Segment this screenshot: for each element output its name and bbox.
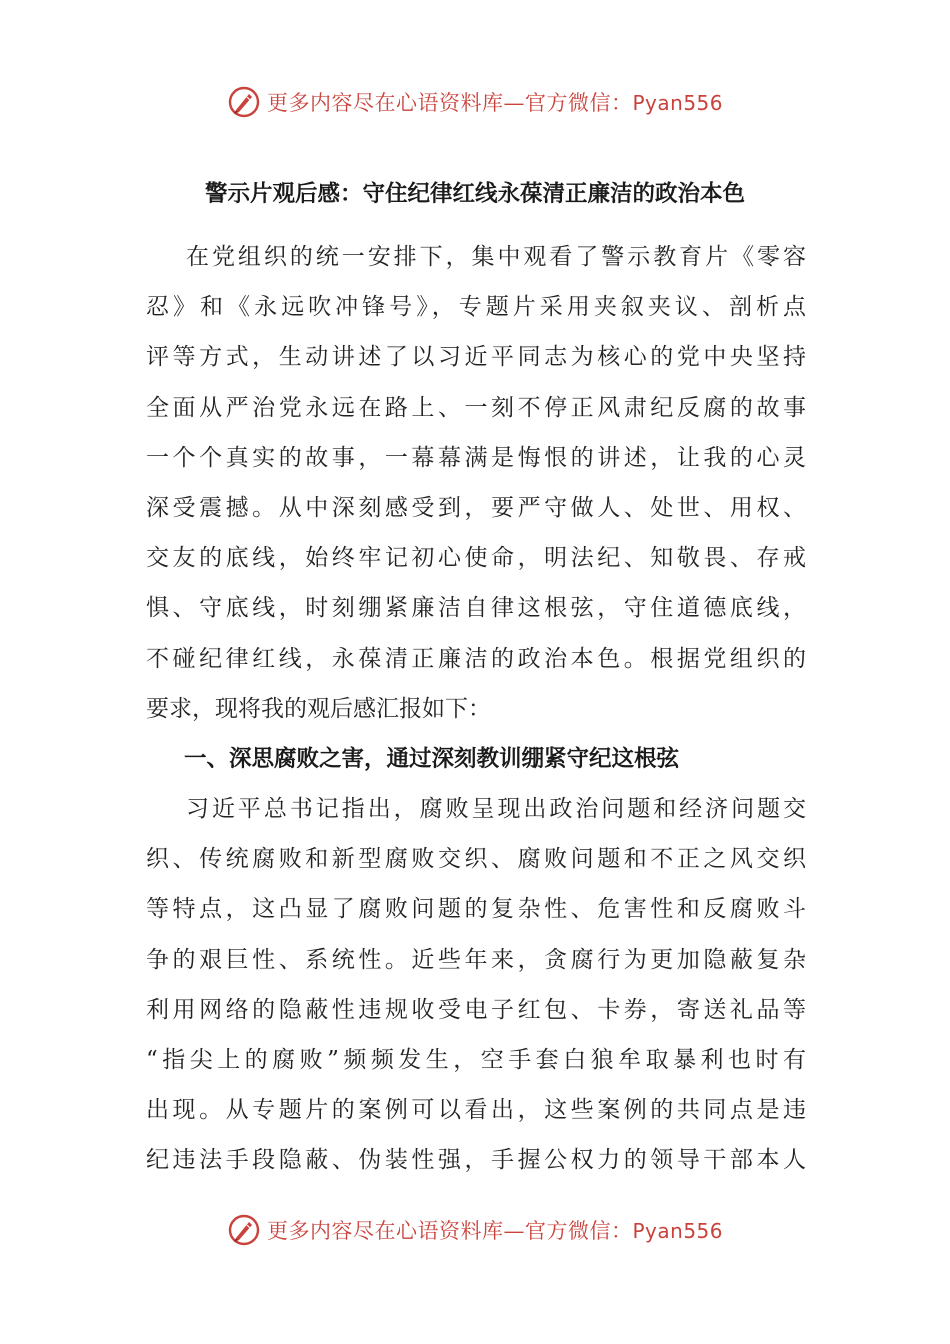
document-title: 警示片观后感：守住纪律红线永葆清正廉洁的政治本色 <box>204 181 745 207</box>
document-body <box>146 232 806 1186</box>
body-line: “指尖上的腐败”频频发生，空手套白狼牟取暴利也时有 <box>146 1047 806 1073</box>
body-line: 利用网络的隐蔽性违规收受电子红包、卡券，寄送礼品等 <box>146 996 806 1023</box>
body-line: 纪违法手段隐蔽、伪装性强，手握公权力的领导干部本人 <box>146 1147 806 1174</box>
pen-logo-icon <box>227 85 261 119</box>
body-line: 等特点，这凸显了腐败问题的复杂性、危害性和反腐败斗 <box>146 896 806 923</box>
header-banner <box>0 82 950 122</box>
banner-text <box>267 1215 723 1245</box>
pen-logo-icon <box>227 1213 261 1247</box>
wechat-id: Pyan556 <box>632 91 723 115</box>
body-line: 要求，现将我的观后感汇报如下： <box>146 695 491 722</box>
body-line: 交友的底线，始终牢记初心使命，明法纪、知敬畏、存戒 <box>146 545 806 572</box>
banner-label: 更多内容尽在心语资料库—官方微信： <box>266 91 633 115</box>
banner-text <box>267 87 723 117</box>
body-line: 在党组织的统一安排下，集中观看了警示教育片《零容 <box>186 244 806 270</box>
body-line: 织、传统腐败和新型腐败交织、腐败问题和不正之风交织 <box>146 846 806 873</box>
footer-banner <box>0 1210 950 1250</box>
section-heading: 一、深思腐败之害，通过深刻教训绷紧守纪这根弦 <box>184 745 680 772</box>
body-line: 一个个真实的故事，一幕幕满是悔恨的讲述，让我的心灵 <box>146 444 806 471</box>
wechat-id: Pyan556 <box>632 1219 723 1243</box>
body-line: 争的艰巨性、系统性。近些年来，贪腐行为更加隐蔽复杂 <box>146 946 806 973</box>
body-line: 深受震撼。从中深刻感受到，要严守做人、处世、用权、 <box>146 494 806 521</box>
body-line: 评等方式，生动讲述了以习近平同志为核心的党中央坚持 <box>146 344 806 371</box>
body-line: 习近平总书记指出，腐败呈现出政治问题和经济问题交 <box>186 796 806 823</box>
body-line: 忍》和《永远吹冲锋号》，专题片采用夹叙夹议、剖析点 <box>146 294 806 321</box>
body-line: 出现。从专题片的案例可以看出，这些案例的共同点是违 <box>146 1097 806 1124</box>
body-line: 全面从严治党永远在路上、一刻不停正风肃纪反腐的故事 <box>146 394 806 421</box>
body-line: 不碰纪律红线，永葆清正廉洁的政治本色。根据党组织的 <box>146 645 806 672</box>
banner-label: 更多内容尽在心语资料库—官方微信： <box>266 1219 633 1243</box>
body-line: 惧、守底线，时刻绷紧廉洁自律这根弦，守住道德底线， <box>146 595 806 622</box>
